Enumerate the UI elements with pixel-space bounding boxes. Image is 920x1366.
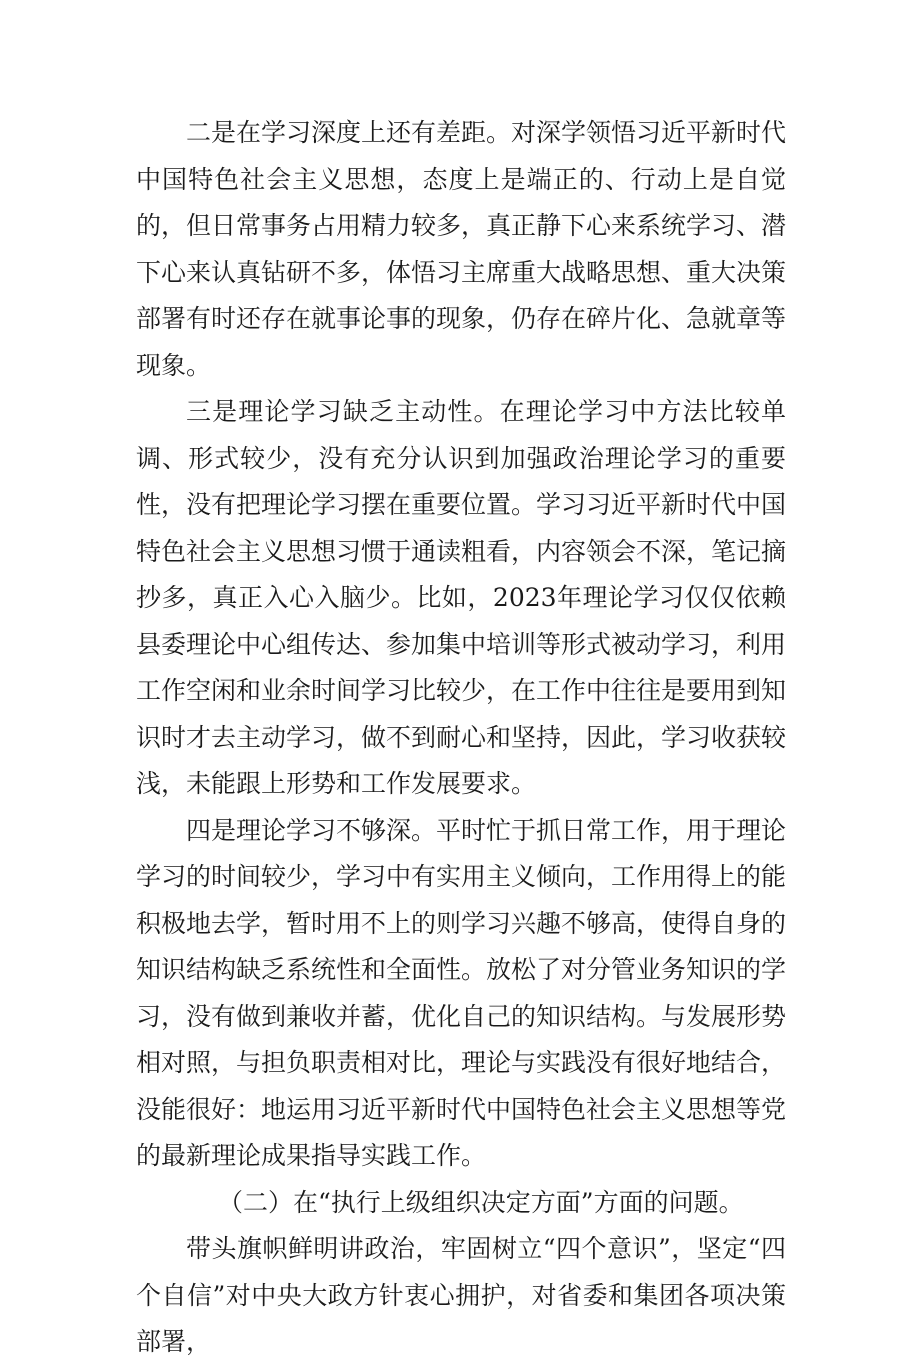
paragraph-depth-gap: 二是在学习深度上还有差距。对深学领悟习近平新时代中国特色社会主义思想，态度上是端正的、行动上是自觉的，但日常事务占用精力较多，真正静下心来系统学习、潜下心来认真钻研不多，体悟习主席重大战略思想、重大决策部署有时还存在就事论事的现象，仍存在碎片化、急就章等现象。: [136, 118, 787, 380]
paragraph-lack-initiative: 三是理论学习缺乏主动性。在理论学习中方法比较单调、形式较少，没有充分认识到加强政治理论学习的重要性，没有把理论学习摆在重要位置。学习习近平新时代中国特色社会主义思想习惯于通读粗看，内容领会不深，笔记摘抄多，真正入心入脑少。比如，2023年理论学习仅仅依赖县委理论中心组传达、参加集中培训等形式被动学习，利用工作空闲和业余时间学习比较少，在工作中往往是要用到知识时才去主动学习，做不到耐心和坚持，因此，学习收获较浅，未能跟上形势和工作发展要求。: [136, 397, 787, 798]
section-heading: （二）在“执行上级组织决定方面”方面的问题。: [218, 1187, 744, 1217]
paragraph-political-stance: 带头旗帜鲜明讲政治，牢固树立“四个意识”，坚定“四个自信”对中央大政方针衷心拥护，对省委和集团各项决策部署，: [136, 1234, 786, 1356]
document-body: [136, 110, 786, 1366]
paragraph-not-deep-enough: 四是理论学习不够深。平时忙于抓日常工作，用于理论学习的时间较少，学习中有实用主义倾向，工作用得上的能积极地去学，暂时用不上的则学习兴趣不够高，使得自身的知识结构缺乏系统性和全面性。放松了对分管业务知识的学习，没有做到兼收并蓄，优化自己的知识结构。与发展形势相对照，与担负职责相对比，理论与实践没有很好地结合，没能很好：地运用习近平新时代中国特色社会主义思想等党的最新理论成果指导实践工作。: [136, 815, 787, 1170]
